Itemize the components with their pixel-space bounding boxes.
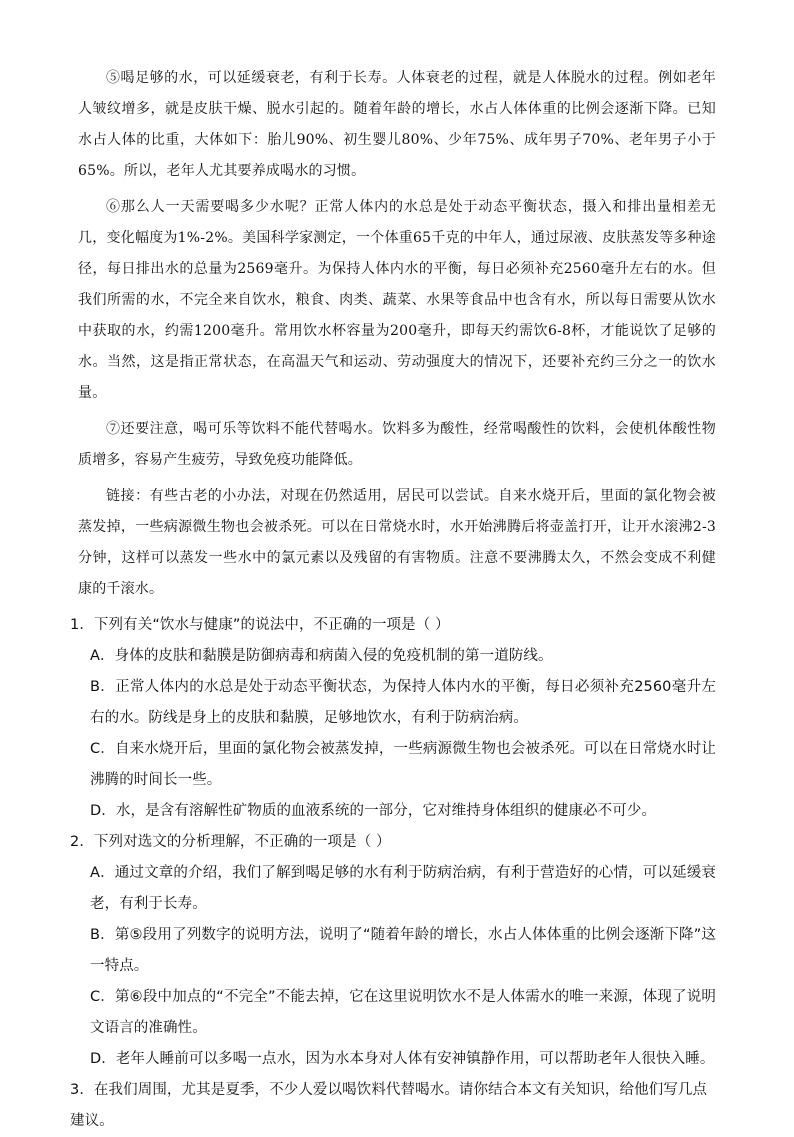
option-a: A．通过文章的介绍，我们了解到喝足够的水有利于防病治病，有利于营造好的心情，可以延缓衰老，有利于长寿。 — [90, 865, 716, 912]
option-c: C．自来水烧开后，里面的氯化物会被蒸发掉，一些病源微生物也会被杀死。可以在日常烧水时让沸腾的时间长一些。 — [90, 741, 716, 788]
paragraph-6: ⑥那么人一天需要喝多少水呢？正常人体内的水总是处于动态平衡状态，摄入和排出量相差无几，变化幅度为1%-2%。美国科学家测定，一个体重65千克的中年人，通过尿液、皮肤蒸发等多种途径，每日排出水的总量为2569毫升。为保持人体内水的平衡，每日必须补充2560毫升左右的水。但我们所需的水，不完全来自饮水，粮食、肉类、蔬菜、水果等食品中也含有水，所以每日需要从饮水中获取的水，约需1200毫升。常用饮水杯容量为200毫升，即每天约需饮6-8杯，才能说饮了足够的水。当然，这是指正常状态，在高温天气和运动、劳动强度大的情况下，还要补充约三分之一的饮水量。 — [78, 199, 716, 401]
question-stem: 1．下列有关“饮水与健康”的说法中，不正确的一项是（ ） — [70, 617, 450, 633]
reading-passage — [78, 63, 716, 605]
question-stem: 2．下列对选文的分析理解，不正确的一项是（ ） — [70, 834, 391, 850]
link-note: 链接：有些古老的小办法，对现在仍然适用，居民可以尝试。自来水烧开后，里面的氯化物会被蒸发掉，一些病源微生物也会被杀死。可以在日常烧水时，水开始沸腾后将壶盖打开，让开水滚沸2-3分钟，这样可以蒸发一些水中的氯元素以及残留的有害物质。注意不要沸腾太久，不然会变成不利健康的千滚水。 — [78, 488, 716, 597]
option-c: C．第⑥段中加点的“不完全”不能去掉，它在这里说明饮水不是人体需水的唯一来源，体现了说明文语言的准确性。 — [90, 989, 716, 1036]
paragraph-7: ⑦还要注意，喝可乐等饮料不能代替喝水。饮料多为酸性，经常喝酸性的饮料，会使机体酸性物质增多，容易产生疲劳，导致免疫功能降低。 — [78, 421, 716, 468]
option-d: D．老年人睡前可以多喝一点水，因为水本身对人体有安神镇静作用，可以帮助老年人很快入睡。 — [90, 1051, 715, 1067]
question-2 — [70, 827, 716, 1075]
paragraph-5: ⑤喝足够的水，可以延缓衰老，有利于长寿。人体衰老的过程，就是人体脱水的过程。例如老年人皱纹增多，就是皮肤干燥、脱水引起的。随着年龄的增长，水占人体体重的比例会逐渐下降。已知水占人体的比重，大体如下：胎儿90%、初生婴儿80%、少年75%、成年男子70%、老年男子小于65%。所以，老年人尤其要养成喝水的习惯。 — [78, 70, 716, 179]
question-3 — [70, 1075, 716, 1137]
question-list — [70, 610, 716, 1137]
option-d: D．水，是含有溶解性矿物质的血液系统的一部分，它对维持身体组织的健康必不可少。 — [90, 803, 657, 819]
option-b: B．第⑤段用了列数字的说明方法，说明了“随着年龄的增长，水占人体体重的比例会逐渐下降”这一特点。 — [90, 927, 716, 974]
question-1 — [70, 610, 716, 827]
option-a: A．身体的皮肤和黏膜是防御病毒和病菌入侵的免疫机制的第一道防线。 — [90, 648, 553, 664]
option-b: B．正常人体内的水总是处于动态平衡状态，为保持人体内水的平衡，每日必须补充2560毫升左右的水。防线是身上的皮肤和黏膜，足够地饮水，有利于防病治病。 — [90, 679, 716, 726]
question-stem: 3．在我们周围，尤其是夏季，不少人爱以喝饮料代替喝水。请你结合本文有关知识，给他们写几点建议。 — [70, 1082, 708, 1129]
